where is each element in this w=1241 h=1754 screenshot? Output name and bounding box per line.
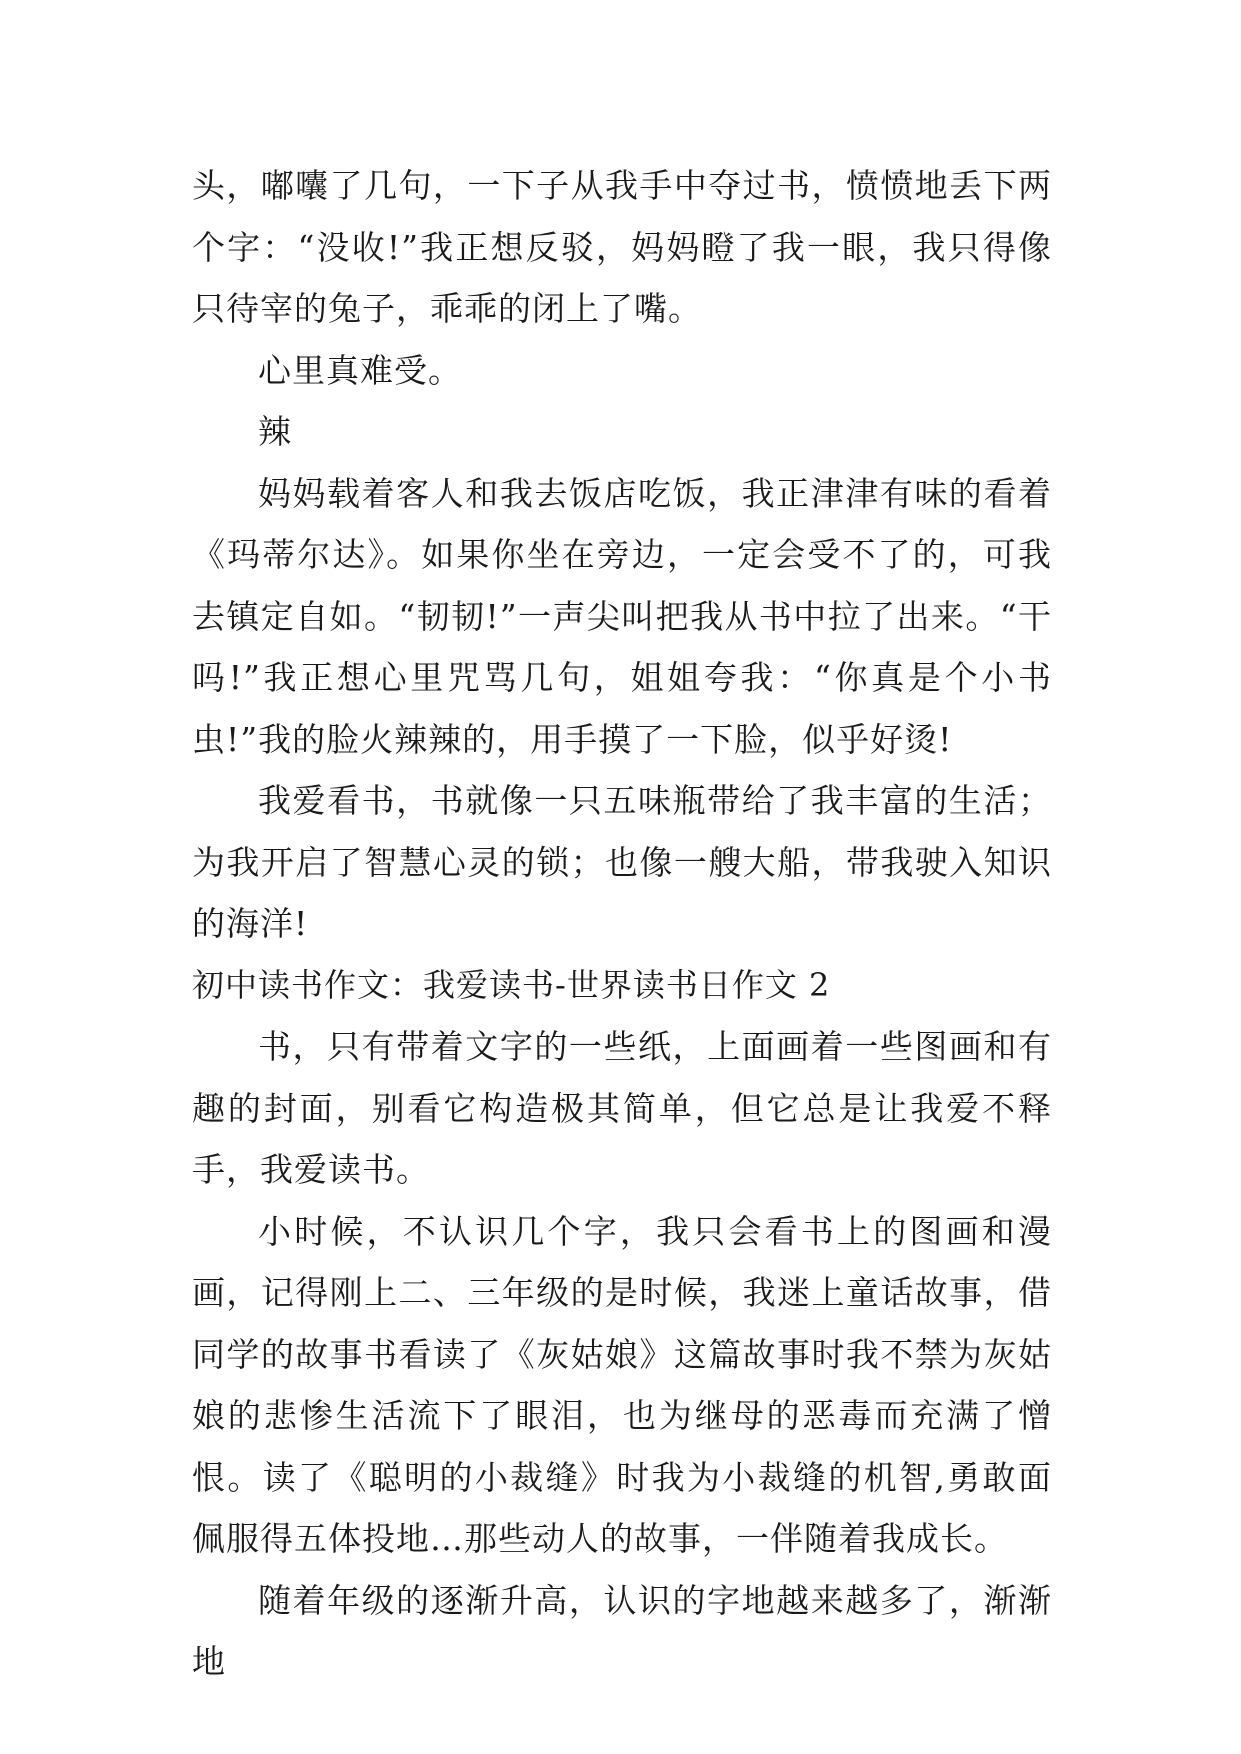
paragraph: 书，只有带着文字的一些纸，上面画着一些图画和有趣的封面，别看它构造极其简单，但它总是让我爱不释手，我爱读书。 (192, 1027, 1052, 1189)
paragraph: 我爱看书，书就像一只五味瓶带给了我丰富的生活；为我开启了智慧心灵的锁；也像一艘大船，带我驶入知识的海洋! (192, 781, 1052, 943)
paragraph: 小时候，不认识几个字，我只会看书上的图画和漫画，记得刚上二、三年级的是时候，我迷上童话故事，借同学的故事书看读了《灰姑娘》这篇故事时我不禁为灰姑娘的悲惨生活流下了眼泪，也为继母的恶毒而充满了憎恨。读了《聪明的小裁缝》时我为小裁缝的机智,勇敢面佩服得五体投地…那些动人的故事，一伴随着我成长。 (192, 1211, 1052, 1558)
document-body (192, 155, 1052, 1693)
paragraph: 头，嘟囔了几句，一下子从我手中夺过书，愤愤地丢下两个字：“没收!”我正想反驳，妈妈瞪了我一眼，我只得像只待宰的兔子，乖乖的闭上了嘴。 (192, 166, 1052, 328)
paragraph: 心里真难受。 (258, 350, 462, 390)
section-heading: 初中读书作文：我爱读书-世界读书日作文 2 (192, 965, 831, 1004)
paragraph: 随着年级的逐渐升高，认识的字地越来越多了，渐渐地 (192, 1580, 1052, 1681)
paragraph: 妈妈载着客人和我去饭店吃饭，我正津津有味的看着《玛蒂尔达》。如果你坐在旁边，一定会受不了的，可我去镇定自如。“韧韧!”一声尖叫把我从书中拉了出来。“干吗!”我正想心里咒骂几句，姐姐夸我：“你真是个小书虫!”我的脸火辣辣的，用手摸了一下脸，似乎好烫! (192, 473, 1052, 759)
paragraph: 辣 (258, 412, 292, 451)
